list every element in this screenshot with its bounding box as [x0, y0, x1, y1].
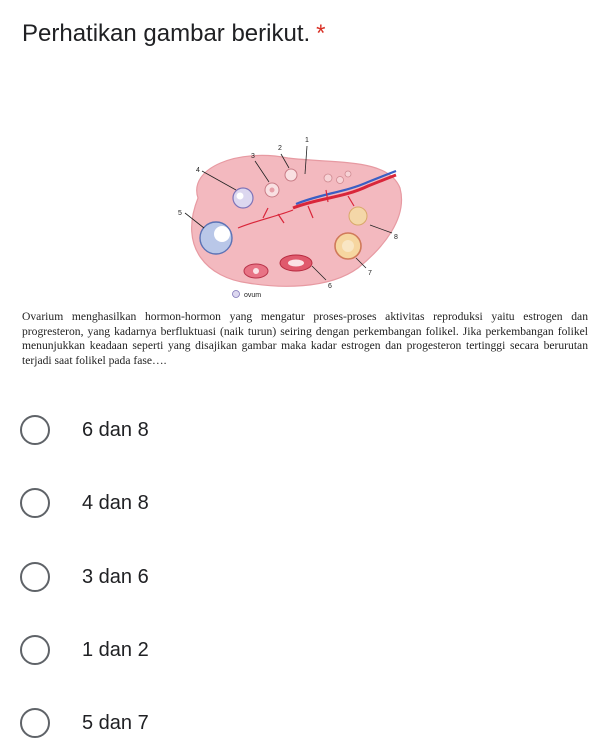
- primordial-follicle: [337, 177, 344, 184]
- primordial-follicle: [324, 174, 332, 182]
- follicle-4: [233, 188, 253, 208]
- option-label[interactable]: 6 dan 8: [82, 418, 149, 441]
- radio-button[interactable]: [20, 488, 50, 518]
- figure-label-4: 4: [196, 167, 200, 174]
- required-asterisk: *: [316, 20, 326, 47]
- option-label[interactable]: 3 dan 6: [82, 565, 149, 588]
- option-5[interactable]: [20, 706, 149, 740]
- figure-label-6: 6: [328, 283, 332, 290]
- radio-button[interactable]: [20, 635, 50, 665]
- figure-label-1: 1: [305, 137, 309, 144]
- figure-label-3: 3: [251, 153, 255, 160]
- figure-label-5: 5: [178, 210, 182, 217]
- option-label[interactable]: 5 dan 7: [82, 711, 149, 734]
- primordial-follicle: [345, 171, 351, 177]
- option-2[interactable]: [20, 486, 149, 520]
- option-label[interactable]: 4 dan 8: [82, 491, 149, 514]
- ovary-diagram: [168, 128, 408, 303]
- question-title-text: Perhatikan gambar berikut.: [22, 20, 311, 47]
- option-3[interactable]: [20, 560, 149, 594]
- question-description: Ovarium menghasilkan hormon-hormon yang mengatur proses-proses aktivitas reproduksi yaitu estrogen dan progresteron, yang kadarnya berfluktuasi (naik turun) seiring dengan perkembangan folikel. Jika perkembangan folikel menunjukkan keadaan seperti yang disajikan gambar maka kadar estrogen dan progesteron tertinggi secara berurutan terjadi saat folikel pada fase….: [22, 310, 588, 367]
- radio-button[interactable]: [20, 562, 50, 592]
- option-1[interactable]: [20, 413, 149, 447]
- question-title: [22, 20, 326, 48]
- figure-label-8: 8: [394, 234, 398, 241]
- ovum: [233, 291, 240, 298]
- figure-label-7: 7: [368, 270, 372, 277]
- option-4[interactable]: [20, 633, 149, 667]
- figure-label-2: 2: [278, 145, 282, 152]
- follicle-2: [285, 169, 297, 181]
- corpus-albicans-8: [349, 207, 367, 225]
- figure-label-ovum: ovum: [244, 292, 262, 299]
- radio-button[interactable]: [20, 415, 50, 445]
- option-label[interactable]: 1 dan 2: [82, 638, 149, 661]
- radio-button[interactable]: [20, 708, 50, 738]
